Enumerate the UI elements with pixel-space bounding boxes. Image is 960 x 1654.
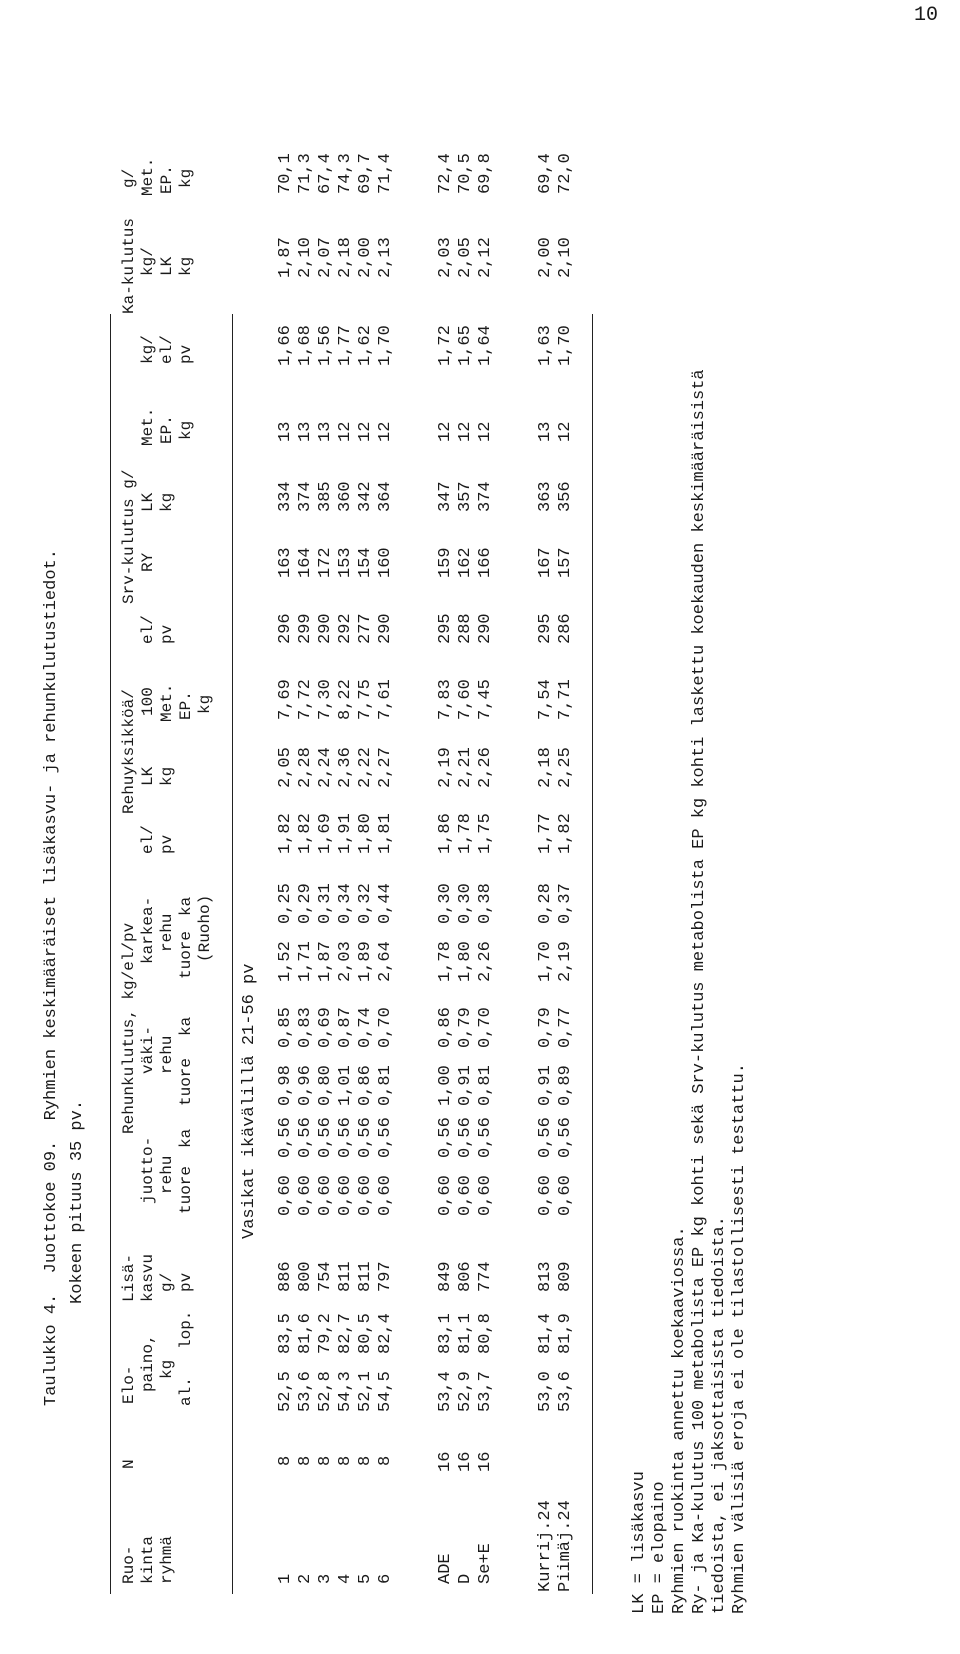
header-weight-start: al.	[177, 1377, 195, 1406]
cell-milk-dm: 0,56	[436, 1117, 455, 1158]
header-dm-met-2: Met.	[139, 157, 157, 196]
cell-rough-dm: 0,25	[276, 883, 295, 924]
cell-cp-el: 295	[436, 613, 455, 644]
header-cp-el-2: pv	[158, 624, 176, 644]
cell-milk-dm: 0,56	[456, 1117, 475, 1158]
cell-fu-lk: 2,05	[276, 747, 295, 788]
cell-weight-end: 81,4	[536, 1313, 555, 1354]
header-fu-100-4: kg	[196, 694, 214, 714]
header-cp-lk-2: kg	[158, 492, 176, 512]
cell-weight-start: 52,5	[276, 1371, 295, 1412]
cell-milk-dm: 0,56	[336, 1117, 355, 1158]
header-n: N	[120, 1459, 138, 1469]
cell-conc-fresh: 0,91	[456, 1065, 475, 1106]
header-conc-3: tuore	[177, 1057, 195, 1106]
cell-rough-fresh: 1,71	[296, 941, 315, 982]
cell-cp-el: 286	[556, 613, 575, 644]
cell-conc-dm: 0,70	[376, 1007, 395, 1048]
header-fu-el-1: el/	[139, 825, 157, 854]
header-group-1: Ruo-	[120, 1545, 138, 1584]
cell-milk-fresh: 0,60	[456, 1175, 475, 1216]
cell-n: 8	[336, 1455, 355, 1466]
cell-cp-lk: 363	[536, 481, 555, 512]
cell-cp-met: 13	[296, 421, 315, 442]
header-milk-2: rehu	[158, 1155, 176, 1194]
header-group-2: kinta	[139, 1535, 157, 1584]
cell-group: 4	[336, 1573, 355, 1584]
cell-cp-ry: 167	[536, 547, 555, 578]
cell-gain: 886	[276, 1261, 295, 1292]
cell-conc-dm: 0,79	[456, 1007, 475, 1048]
cell-rough-fresh: 1,78	[436, 941, 455, 982]
cell-conc-dm: 0,87	[336, 1007, 355, 1048]
cell-fu-100: 7,75	[356, 679, 375, 720]
cell-n: 8	[296, 1455, 315, 1466]
cell-dm-el: 1,65	[456, 325, 475, 366]
cell-rough-dm: 0,30	[436, 883, 455, 924]
cell-dm-lk: 2,18	[336, 237, 355, 278]
cell-cp-met: 12	[476, 421, 495, 442]
footnote-ep: EP = elopaino	[650, 1481, 669, 1614]
cell-cp-ry: 157	[556, 547, 575, 578]
cell-milk-dm: 0,56	[536, 1117, 555, 1158]
header-group-3: ryhmä	[158, 1535, 176, 1584]
header-cp-met-3: kg	[177, 420, 195, 440]
header-fu-100-1: 100	[139, 687, 157, 716]
cell-gain: 811	[356, 1261, 375, 1292]
cell-conc-fresh: 0,81	[376, 1065, 395, 1106]
cell-weight-end: 82,4	[376, 1313, 395, 1354]
cell-dm-met: 71,3	[296, 153, 315, 194]
cell-conc-fresh: 0,81	[476, 1065, 495, 1106]
cell-fu-el: 1,91	[336, 813, 355, 854]
cell-cp-el: 290	[316, 613, 335, 644]
cell-rough-dm: 0,44	[376, 883, 395, 924]
cell-gain: 797	[376, 1261, 395, 1292]
cell-cp-met: 13	[536, 421, 555, 442]
cell-conc-dm: 0,83	[296, 1007, 315, 1048]
header-weight-3: kg	[158, 1359, 176, 1379]
cell-conc-dm: 0,77	[556, 1007, 575, 1048]
header-cp-lk-1: LK	[139, 492, 157, 512]
cell-weight-start: 52,8	[316, 1371, 335, 1412]
cell-cp-el: 288	[456, 613, 475, 644]
header-fu-100-2: Met.	[158, 683, 176, 722]
cell-fu-lk: 2,22	[356, 747, 375, 788]
cell-cp-ry: 166	[476, 547, 495, 578]
cell-dm-met: 69,4	[536, 153, 555, 194]
cell-conc-fresh: 0,98	[276, 1065, 295, 1106]
cell-dm-el: 1,77	[336, 325, 355, 366]
cell-cp-lk: 385	[316, 481, 335, 512]
header-dm-met-3: EP.	[158, 165, 176, 194]
table-caption-line2: Kokeen pituus 35 pv.	[68, 1099, 87, 1304]
cell-cp-lk: 357	[456, 481, 475, 512]
cell-rough-dm: 0,37	[556, 883, 575, 924]
cell-rough-dm: 0,28	[536, 883, 555, 924]
header-weight-2: paino,	[139, 1334, 157, 1392]
cell-fu-lk: 2,28	[296, 747, 315, 788]
header-fu-lk-1: LK	[139, 766, 157, 786]
cell-fu-100: 8,22	[336, 679, 355, 720]
header-gain-3: g/	[158, 1272, 176, 1292]
header-dm-lk-3: kg	[177, 256, 195, 276]
cell-weight-end: 80,5	[356, 1313, 375, 1354]
cell-rough-dm: 0,34	[336, 883, 355, 924]
cell-cp-ry: 154	[356, 547, 375, 578]
cell-dm-el: 1,63	[536, 325, 555, 366]
cell-milk-fresh: 0,60	[536, 1175, 555, 1216]
cell-rough-fresh: 1,52	[276, 941, 295, 982]
cell-fu-100: 7,60	[456, 679, 475, 720]
cell-cp-ry: 159	[436, 547, 455, 578]
cell-conc-fresh: 0,91	[536, 1065, 555, 1106]
cell-fu-el: 1,81	[376, 813, 395, 854]
header-cp-met-2: EP.	[158, 415, 176, 444]
table-caption: Taulukko 4. Juottokoe 09. Ryhmien keskimääräiset lisäkasvu- ja rehunkulutustiedot.	[42, 549, 61, 1406]
cell-weight-end: 82,7	[336, 1313, 355, 1354]
cell-cp-el: 290	[376, 613, 395, 644]
header-cp-el-1: el/	[139, 615, 157, 644]
cell-dm-lk: 2,00	[536, 237, 555, 278]
cell-cp-lk: 374	[296, 481, 315, 512]
header-fu-title: Rehuyksikköä/	[120, 689, 138, 814]
header-rough-2: rehu	[158, 913, 176, 952]
cell-rough-fresh: 1,80	[456, 941, 475, 982]
cell-cp-met: 12	[436, 421, 455, 442]
cell-milk-fresh: 0,60	[376, 1175, 395, 1216]
header-dm-met-1: g/	[120, 168, 138, 188]
cell-weight-end: 83,5	[276, 1313, 295, 1354]
cell-dm-lk: 2,03	[436, 237, 455, 278]
cell-fu-100: 7,61	[376, 679, 395, 720]
cell-group: Kurrij.24	[536, 1500, 555, 1592]
cell-dm-met: 69,8	[476, 153, 495, 194]
cell-fu-el: 1,78	[456, 813, 475, 854]
cell-rough-fresh: 2,19	[556, 941, 575, 982]
cell-fu-100: 7,71	[556, 679, 575, 720]
cell-fu-100: 7,72	[296, 679, 315, 720]
header-weight-1: Elo-	[120, 1365, 138, 1404]
header-rough-4: ka	[177, 896, 195, 916]
cell-dm-lk: 2,05	[456, 237, 475, 278]
cell-rough-fresh: 2,03	[336, 941, 355, 982]
cell-group: 6	[376, 1573, 395, 1584]
cell-rough-dm: 0,29	[296, 883, 315, 924]
cell-dm-met: 69,7	[356, 153, 375, 194]
cell-rough-dm: 0,32	[356, 883, 375, 924]
header-dm-title: Ka-kulutus	[120, 217, 138, 314]
cell-dm-lk: 2,07	[316, 237, 335, 278]
cell-group: 3	[316, 1573, 335, 1584]
cell-gain: 809	[556, 1261, 575, 1292]
cell-dm-el: 1,70	[376, 325, 395, 366]
header-weight-end: lop.	[177, 1310, 195, 1349]
cell-group: 2	[296, 1573, 315, 1584]
header-gain-4: pv	[177, 1272, 195, 1292]
cell-milk-fresh: 0,60	[556, 1175, 575, 1216]
cell-cp-el: 296	[276, 613, 295, 644]
cell-weight-start: 53,4	[436, 1371, 455, 1412]
cell-rough-fresh: 1,89	[356, 941, 375, 982]
section-label: Vasikat ikävälillä 21-56 pv	[240, 963, 259, 1239]
cell-cp-el: 299	[296, 613, 315, 644]
cell-gain: 806	[456, 1261, 475, 1292]
cell-fu-el: 1,75	[476, 813, 495, 854]
cell-n: 16	[436, 1451, 455, 1472]
cell-fu-el: 1,82	[296, 813, 315, 854]
cell-conc-fresh: 0,96	[296, 1065, 315, 1106]
cell-fu-el: 1,77	[536, 813, 555, 854]
header-milk-3: tuore	[177, 1165, 195, 1214]
cell-rough-fresh: 2,26	[476, 941, 495, 982]
cell-dm-lk: 2,00	[356, 237, 375, 278]
bottom-rule	[592, 314, 593, 1594]
header-conc-4: ka	[177, 1016, 195, 1036]
cell-dm-lk: 2,10	[296, 237, 315, 278]
cell-dm-met: 72,0	[556, 153, 575, 194]
cell-cp-met: 12	[336, 421, 355, 442]
cell-conc-dm: 0,86	[436, 1007, 455, 1048]
cell-cp-ry: 172	[316, 547, 335, 578]
header-cp-met-1: Met.	[139, 407, 157, 446]
footnote-calculation: Ry- ja Ka-kulutus 100 metabolista EP kg kohti sekä Srv-kulutus metabolista EP kg kohti laskettu koekauden keskimääräisistä	[690, 369, 709, 1614]
cell-fu-lk: 2,36	[336, 747, 355, 788]
cell-cp-lk: 360	[336, 481, 355, 512]
cell-conc-dm: 0,70	[476, 1007, 495, 1048]
footnote-calculation-cont: tiedoista, ei jaksottaisista tiedoista.	[710, 1216, 729, 1614]
header-cp-title: Srv-kulutus g/	[120, 469, 138, 604]
cell-cp-met: 13	[276, 421, 295, 442]
header-conc-1: väki-	[139, 1025, 157, 1074]
cell-conc-fresh: 0,89	[556, 1065, 575, 1106]
cell-weight-end: 81,1	[456, 1313, 475, 1354]
cell-milk-fresh: 0,60	[436, 1175, 455, 1216]
cell-milk-fresh: 0,60	[296, 1175, 315, 1216]
cell-conc-dm: 0,74	[356, 1007, 375, 1048]
header-dm-lk-2: LK	[158, 256, 176, 276]
cell-cp-met: 12	[376, 421, 395, 442]
cell-weight-start: 53,6	[556, 1371, 575, 1412]
cell-dm-met: 74,3	[336, 153, 355, 194]
header-conc-2: rehu	[158, 1035, 176, 1074]
cell-fu-lk: 2,25	[556, 747, 575, 788]
cell-n: 16	[456, 1451, 475, 1472]
cell-dm-el: 1,72	[436, 325, 455, 366]
cell-rough-fresh: 2,64	[376, 941, 395, 982]
cell-dm-met: 70,1	[276, 153, 295, 194]
cell-cp-lk: 364	[376, 481, 395, 512]
cell-cp-el: 277	[356, 613, 375, 644]
cell-rough-dm: 0,38	[476, 883, 495, 924]
cell-fu-lk: 2,24	[316, 747, 335, 788]
cell-gain: 800	[296, 1261, 315, 1292]
header-rough-1: karkea-	[139, 896, 157, 964]
cell-milk-fresh: 0,60	[476, 1175, 495, 1216]
header-gain-1: Lisä-	[120, 1253, 138, 1302]
cell-dm-lk: 2,10	[556, 237, 575, 278]
footnote-feeding: Ryhmien ruokinta annettu koekaaviossa.	[670, 1226, 689, 1614]
cell-fu-lk: 2,21	[456, 747, 475, 788]
cell-cp-met: 12	[556, 421, 575, 442]
cell-milk-dm: 0,56	[296, 1117, 315, 1158]
cell-rough-dm: 0,31	[316, 883, 335, 924]
cell-milk-dm: 0,56	[356, 1117, 375, 1158]
cell-milk-fresh: 0,60	[356, 1175, 375, 1216]
top-rule	[110, 314, 111, 1594]
cell-weight-start: 52,1	[356, 1371, 375, 1412]
cell-group: 1	[276, 1573, 295, 1584]
cell-dm-met: 71,4	[376, 153, 395, 194]
cell-cp-lk: 356	[556, 481, 575, 512]
cell-milk-dm: 0,56	[316, 1117, 335, 1158]
cell-cp-el: 292	[336, 613, 355, 644]
cell-dm-met: 72,4	[436, 153, 455, 194]
cell-milk-dm: 0,56	[276, 1117, 295, 1158]
cell-rough-fresh: 1,87	[316, 941, 335, 982]
cell-weight-start: 54,3	[336, 1371, 355, 1412]
cell-cp-ry: 162	[456, 547, 475, 578]
cell-gain: 754	[316, 1261, 335, 1292]
cell-rough-dm: 0,30	[456, 883, 475, 924]
header-rough-5: (Ruoho)	[196, 894, 214, 962]
cell-group: Se+E	[476, 1543, 495, 1584]
header-dm-el-3: pv	[177, 344, 195, 364]
cell-cp-ry: 163	[276, 547, 295, 578]
cell-conc-dm: 0,69	[316, 1007, 335, 1048]
cell-dm-el: 1,62	[356, 325, 375, 366]
cell-conc-fresh: 1,00	[436, 1065, 455, 1106]
cell-cp-lk: 347	[436, 481, 455, 512]
cell-n: 8	[276, 1455, 295, 1466]
cell-dm-el: 1,68	[296, 325, 315, 366]
cell-fu-100: 7,45	[476, 679, 495, 720]
cell-conc-fresh: 0,86	[356, 1065, 375, 1106]
cell-dm-el: 1,56	[316, 325, 335, 366]
cell-weight-start: 53,0	[536, 1371, 555, 1412]
cell-dm-el: 1,66	[276, 325, 295, 366]
cell-rough-fresh: 1,70	[536, 941, 555, 982]
cell-gain: 811	[336, 1261, 355, 1292]
cell-dm-met: 70,5	[456, 153, 475, 194]
header-rough-3: tuore	[177, 930, 195, 979]
cell-dm-lk: 2,12	[476, 237, 495, 278]
cell-cp-el: 295	[536, 613, 555, 644]
cell-dm-lk: 1,87	[276, 237, 295, 278]
cell-fu-100: 7,54	[536, 679, 555, 720]
cell-fu-el: 1,69	[316, 813, 335, 854]
header-feed-title: Rehunkulutus, kg/el/pv	[120, 922, 138, 1134]
cell-weight-start: 53,6	[296, 1371, 315, 1412]
cell-conc-dm: 0,85	[276, 1007, 295, 1048]
header-fu-100-3: EP.	[177, 691, 195, 720]
cell-n: 8	[356, 1455, 375, 1466]
cell-cp-ry: 164	[296, 547, 315, 578]
cell-fu-lk: 2,26	[476, 747, 495, 788]
cell-cp-lk: 374	[476, 481, 495, 512]
cell-conc-fresh: 1,01	[336, 1065, 355, 1106]
header-fu-lk-2: kg	[158, 766, 176, 786]
cell-weight-end: 81,6	[296, 1313, 315, 1354]
header-dm-lk-1: kg/	[139, 247, 157, 276]
cell-group: ADE	[436, 1553, 455, 1584]
cell-cp-met: 13	[316, 421, 335, 442]
cell-n: 8	[376, 1455, 395, 1466]
cell-fu-lk: 2,27	[376, 747, 395, 788]
cell-cp-met: 12	[356, 421, 375, 442]
header-rule	[232, 314, 233, 1594]
cell-milk-dm: 0,56	[476, 1117, 495, 1158]
cell-weight-start: 53,7	[476, 1371, 495, 1412]
cell-gain: 774	[476, 1261, 495, 1292]
cell-dm-el: 1,70	[556, 325, 575, 366]
cell-n: 16	[476, 1451, 495, 1472]
header-fu-el-2: pv	[158, 834, 176, 854]
cell-fu-el: 1,80	[356, 813, 375, 854]
cell-fu-100: 7,83	[436, 679, 455, 720]
cell-cp-el: 290	[476, 613, 495, 644]
header-milk-4: ka	[177, 1128, 195, 1148]
cell-weight-end: 81,9	[556, 1313, 575, 1354]
cell-gain: 849	[436, 1261, 455, 1292]
cell-dm-lk: 2,13	[376, 237, 395, 278]
cell-weight-end: 79,2	[316, 1313, 335, 1354]
page-number: 10	[913, 4, 938, 27]
cell-milk-dm: 0,56	[376, 1117, 395, 1158]
cell-fu-el: 1,82	[556, 813, 575, 854]
cell-cp-ry: 153	[336, 547, 355, 578]
cell-milk-fresh: 0,60	[336, 1175, 355, 1216]
cell-cp-met: 12	[456, 421, 475, 442]
header-dm-el-1: kg/	[139, 335, 157, 364]
footnote-statistics: Ryhmien välisiä eroja ei ole tilastollisesti testattu.	[730, 1063, 749, 1614]
cell-group: D	[456, 1573, 475, 1584]
cell-weight-end: 80,8	[476, 1313, 495, 1354]
footnote-lk: LK = lisäkasvu	[630, 1471, 649, 1614]
header-cp-ry: RY	[139, 552, 157, 572]
header-dm-met-4: kg	[177, 168, 195, 188]
cell-fu-el: 1,82	[276, 813, 295, 854]
cell-fu-100: 7,69	[276, 679, 295, 720]
cell-dm-el: 1,64	[476, 325, 495, 366]
cell-milk-fresh: 0,60	[276, 1175, 295, 1216]
cell-weight-start: 52,9	[456, 1371, 475, 1412]
cell-fu-lk: 2,19	[436, 747, 455, 788]
cell-fu-el: 1,86	[436, 813, 455, 854]
cell-cp-ry: 160	[376, 547, 395, 578]
cell-conc-dm: 0,79	[536, 1007, 555, 1048]
header-dm-el-2: el/	[158, 335, 176, 364]
cell-fu-100: 7,30	[316, 679, 335, 720]
cell-milk-fresh: 0,60	[316, 1175, 335, 1216]
cell-weight-start: 54,5	[376, 1371, 395, 1412]
cell-cp-lk: 334	[276, 481, 295, 512]
cell-weight-end: 83,1	[436, 1313, 455, 1354]
cell-milk-dm: 0,56	[556, 1117, 575, 1158]
cell-n: 8	[316, 1455, 335, 1466]
header-milk-1: juotto-	[139, 1136, 157, 1204]
header-gain-2: kasvu	[139, 1253, 157, 1302]
cell-group: 5	[356, 1573, 375, 1584]
cell-dm-met: 67,4	[316, 153, 335, 194]
cell-group: Piimäj.24	[556, 1500, 575, 1592]
cell-cp-lk: 342	[356, 481, 375, 512]
cell-fu-lk: 2,18	[536, 747, 555, 788]
cell-conc-fresh: 0,80	[316, 1065, 335, 1106]
cell-gain: 813	[536, 1261, 555, 1292]
